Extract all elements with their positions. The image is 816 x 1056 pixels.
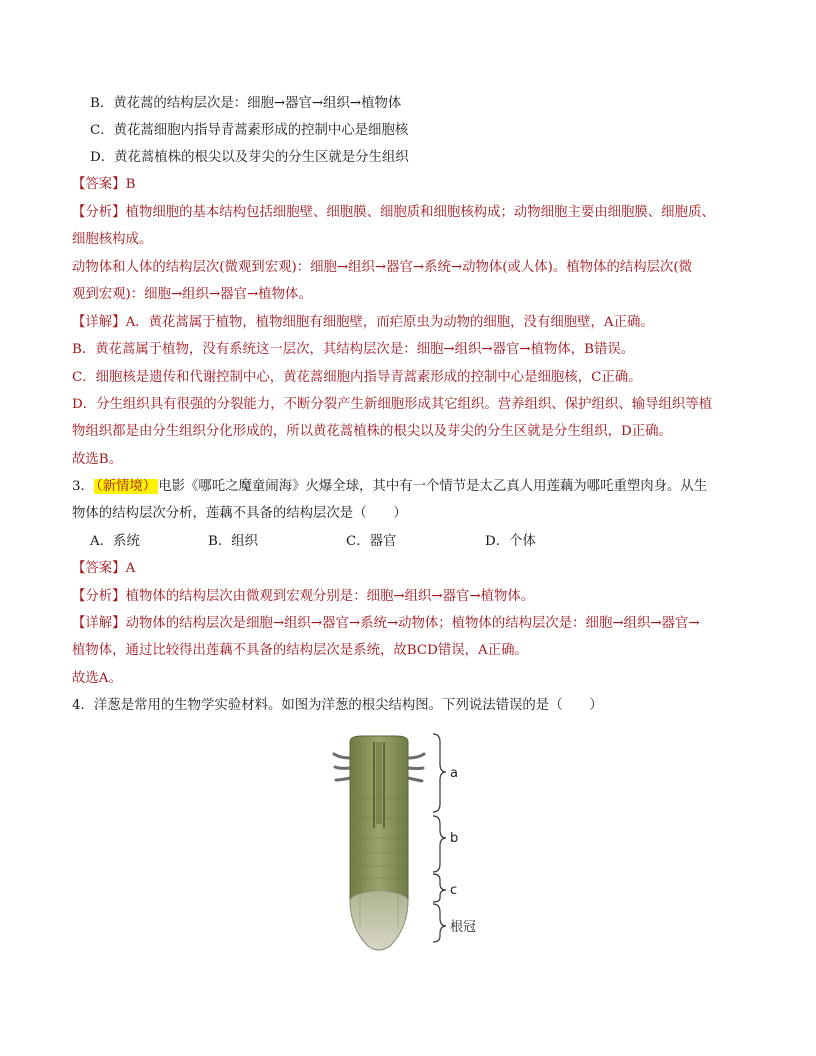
- label-b: b: [450, 831, 459, 846]
- q2-analysis-line4: 观到宏观)：细胞→组织→器官→植物体。: [72, 287, 312, 302]
- option-d: D．黄花蒿植株的根尖以及芽尖的分生区就是分生组织: [90, 150, 409, 165]
- q2-detail-line2: B．黄花蒿属于植物，没有系统这一层次，其结构层次是：细胞→组织→器官→植物体，B错误。: [72, 342, 635, 357]
- q2-detail-line3: C．细胞核是遗传和代谢控制中心，黄花蒿细胞内指导青蒿素形成的控制中心是细胞核，C正确。: [72, 370, 642, 385]
- q3-stem-line1: [72, 478, 707, 496]
- q2-detail-line1: [72, 314, 654, 332]
- q3-stem-line2: 物体的结构层次分析，莲藕不具备的结构层次是（ ）: [72, 506, 407, 521]
- bracket-lines: [433, 734, 446, 942]
- q3-option-b: B．组织: [208, 534, 259, 549]
- analysis-text: 植物细胞的基本结构包括细胞壁、细胞膜、细胞质和细胞核构成；动物细胞主要由细胞膜、细胞质、: [125, 205, 715, 220]
- label-a: a: [450, 766, 458, 781]
- answer-value: A: [125, 561, 136, 576]
- root-cap: [350, 890, 408, 950]
- q2-analysis-line1: [72, 204, 715, 222]
- q2-answer: [72, 176, 135, 194]
- analysis-tag: 【分析】: [72, 589, 126, 604]
- q3-conclusion: 故选A。: [72, 671, 122, 686]
- option-b: B．黄花蒿的结构层次是：细胞→器官→组织→植物体: [90, 96, 402, 111]
- answer-tag: 【答案】: [72, 561, 126, 576]
- q3-option-d: D．个体: [485, 534, 536, 549]
- answer-tag: 【答案】: [72, 177, 126, 192]
- q3-detail-line2: 植物体，通过比较得出莲藕不具备的结构层次是系统，故BCD错误，A正确。: [72, 643, 528, 658]
- option-c: C．黄花蒿细胞内指导青蒿素形成的控制中心是细胞核: [90, 123, 409, 138]
- answer-value: B: [125, 177, 136, 192]
- analysis-tag: 【分析】: [72, 205, 126, 220]
- q3-answer: [72, 560, 135, 578]
- q2-analysis-line2: 细胞核构成。: [72, 232, 153, 247]
- new-context-badge: （新情境）: [95, 479, 157, 494]
- detail-tag: 【详解】: [72, 315, 126, 330]
- q3-stem-text: 电影《哪吒之魔童闹海》火爆全球，其中有一个情节是太乙真人用莲藕为哪吒重塑肉身。从生: [158, 479, 708, 494]
- q3-analysis: [72, 588, 534, 606]
- q3-option-a: A．系统: [90, 534, 140, 549]
- q3-number: 3．: [72, 479, 94, 494]
- q2-detail-line5: 物组织都是由分生组织分化形成的，所以黄花蒿植株的根尖以及芽尖的分生区就是分生组织，D正确。: [72, 424, 672, 439]
- detail-text: 动物体的结构层次是细胞→组织→器官→系统→动物体；植物体的结构层次是：细胞→组织→器官→: [125, 616, 700, 631]
- analysis-text: 植物体的结构层次由微观到宏观分别是：细胞→组织→器官→植物体。: [125, 589, 535, 604]
- q2-detail-line4: D．分生组织具有很强的分裂能力，不断分裂产生新细胞形成其它组织。营养组织、保护组织、输导组织等植: [72, 397, 713, 412]
- q3-detail-line1: [72, 615, 700, 633]
- q2-analysis-line3: 动物体和人体的结构层次(微观到宏观)：细胞→组织→器官→系统→动物体(或人体)。植物体的结构层次(微: [72, 260, 693, 275]
- q2-conclusion: 故选B。: [72, 452, 123, 467]
- label-root-cap: 根冠: [450, 920, 477, 935]
- root-tip-figure: [330, 728, 500, 958]
- label-c: c: [450, 883, 458, 898]
- q3-options: [90, 533, 536, 551]
- q3-option-c: C．器官: [346, 534, 397, 549]
- vascular-core: [376, 742, 382, 824]
- detail-text: A．黄花蒿属于植物，植物细胞有细胞壁，而疟原虫为动物的细胞，没有细胞壁，A正确。: [125, 315, 654, 330]
- q4-stem: 4．洋葱是常用的生物学实验材料。如图为洋葱的根尖结构图。下列说法错误的是（ ）: [72, 698, 603, 713]
- detail-tag: 【详解】: [72, 616, 126, 631]
